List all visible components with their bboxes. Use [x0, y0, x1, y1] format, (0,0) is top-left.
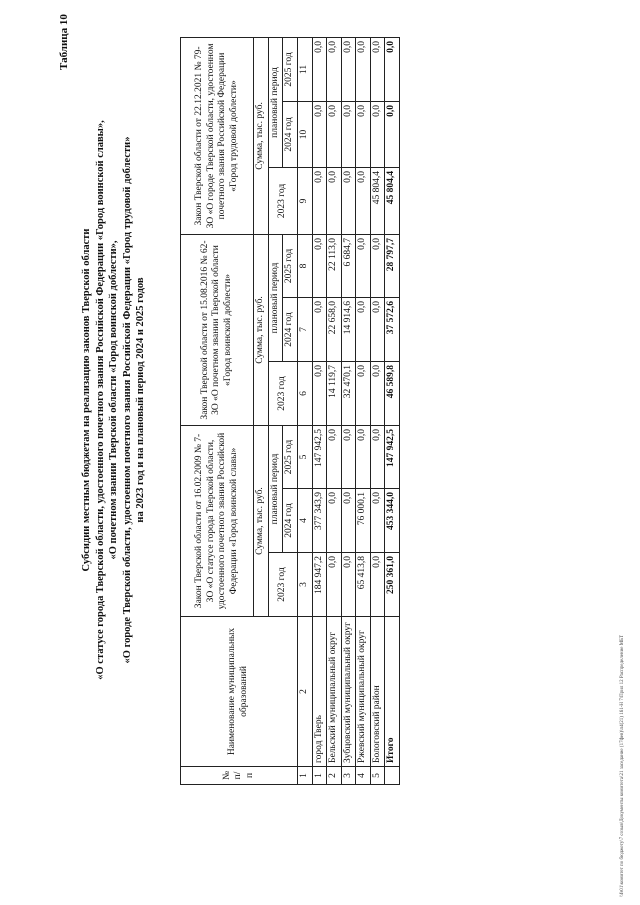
row-value: 0,0: [327, 101, 342, 167]
row-value: 377 343,9: [312, 489, 327, 553]
row-value: 0,0: [327, 553, 342, 617]
table-row: [312, 37, 327, 784]
subsidies-table: [180, 37, 400, 785]
col-index: 5: [297, 426, 312, 489]
row-value: 0,0: [356, 234, 371, 297]
header-2023: 2023 год: [268, 362, 297, 426]
title-line: «О почетном звании Тверской области «Город воинской доблести»,: [108, 240, 119, 560]
row-num: 5: [370, 767, 385, 785]
row-value: 0,0: [327, 426, 342, 489]
row-name: Ржевский муниципальный округ: [356, 617, 371, 767]
header-2024: 2024 год: [283, 489, 298, 553]
row-value: 0,0: [312, 167, 327, 234]
total-value: 250 361,0: [385, 553, 400, 617]
row-num: 2: [327, 767, 342, 785]
header-2023: 2023 год: [268, 167, 297, 234]
col-index: 9: [297, 167, 312, 234]
total-value: 46 589,8: [385, 362, 400, 426]
title-line: «О статусе города Тверской области, удостоенного почетного звания Российской Федерации «Город воинской славы»,: [94, 120, 106, 680]
total-value: 0,0: [385, 101, 400, 167]
row-num: 4: [356, 767, 371, 785]
row-value: 0,0: [370, 298, 385, 362]
col-index: 6: [297, 362, 312, 426]
row-value: 0,0: [327, 37, 342, 101]
row-value: 0,0: [356, 101, 371, 167]
header-2025: 2025 год: [283, 426, 298, 489]
row-name: Бельский муниципальный округ: [327, 617, 342, 767]
header-2024: 2024 год: [283, 298, 298, 362]
row-value: 0,0: [341, 426, 356, 489]
row-value: 0,0: [327, 167, 342, 234]
total-value: 28 797,7: [385, 234, 400, 297]
table-row: [327, 37, 342, 784]
row-value: 147 942,5: [312, 426, 327, 489]
header-name: Наименование муниципальных образований: [181, 617, 298, 767]
row-value: 0,0: [327, 489, 342, 553]
row-value: 0,0: [370, 234, 385, 297]
table-row: [370, 37, 385, 784]
header-2025: 2025 год: [283, 234, 298, 297]
row-name: Бологовский район: [370, 617, 385, 767]
total-value: 37 572,6: [385, 298, 400, 362]
col-index: 7: [297, 298, 312, 362]
row-name: город Тверь: [312, 617, 327, 767]
row-value: 0,0: [356, 298, 371, 362]
table-row: [341, 37, 356, 784]
total-value: 45 804,4: [385, 167, 400, 234]
row-value: 0,0: [356, 167, 371, 234]
row-value: 0,0: [312, 362, 327, 426]
row-value: 0,0: [341, 489, 356, 553]
row-value: 0,0: [312, 298, 327, 362]
column-index-row: [297, 37, 312, 784]
row-name: Зубцовский муниципальный округ: [341, 617, 356, 767]
row-value: 0,0: [370, 426, 385, 489]
row-value: 0,0: [370, 553, 385, 617]
header-law3: Закон Тверской области от 22.12.2021 № 79-ЗО «О городе Тверской области, удостоенном почетного звания Российской Федерации «Город трудовой доблести»: [181, 37, 254, 234]
total-value: 147 942,5: [385, 426, 400, 489]
row-value: 14 914,6: [341, 298, 356, 362]
row-value: 0,0: [370, 37, 385, 101]
header-2024: 2024 год: [283, 101, 298, 167]
row-value: 0,0: [370, 101, 385, 167]
header-planned: плановый период: [268, 426, 283, 553]
header-sum: Сумма, тыс. руб.: [254, 234, 269, 425]
col-index: 10: [297, 101, 312, 167]
total-row: [385, 37, 400, 784]
header-planned: плановый период: [268, 37, 283, 167]
row-value: 0,0: [370, 489, 385, 553]
col-index: 8: [297, 234, 312, 297]
header-num: № п/п: [181, 767, 298, 785]
row-value: 0,0: [312, 101, 327, 167]
total-value: 453 344,0: [385, 489, 400, 553]
row-value: 22 658,0: [327, 298, 342, 362]
row-value: 65 413,8: [356, 553, 371, 617]
row-value: 0,0: [370, 362, 385, 426]
header-planned: плановый период: [268, 234, 283, 361]
document-title: [80, 40, 148, 760]
row-value: 32 470,1: [341, 362, 356, 426]
row-value: 0,0: [312, 234, 327, 297]
row-value: 0,0: [356, 426, 371, 489]
table-row: [356, 37, 371, 784]
row-value: 184 947,2: [312, 553, 327, 617]
title-line: на 2023 год и на плановый период 2024 и 2025 годов: [135, 277, 146, 523]
col-index: 1: [297, 767, 312, 785]
row-value: 0,0: [341, 101, 356, 167]
total-label: Итого: [385, 617, 400, 767]
row-value: 0,0: [356, 362, 371, 426]
total-num: [385, 767, 400, 785]
title-line: Субсидии местным бюджетам на реализацию законов Тверской области: [81, 228, 92, 572]
table-body: [297, 37, 399, 784]
header-2025: 2025 год: [283, 37, 298, 101]
col-index: 11: [297, 37, 312, 101]
header-sum: Сумма, тыс. руб.: [254, 37, 269, 234]
row-value: 22 113,0: [327, 234, 342, 297]
title-line: «О городе Тверской области, удостоенном почетного звания Российской Федерации «Город трудовой доблести»: [121, 136, 133, 664]
header-2023: 2023 год: [268, 553, 297, 617]
col-index: 3: [297, 553, 312, 617]
row-value: 0,0: [356, 37, 371, 101]
table-number: Таблица 10: [58, 14, 70, 70]
col-index: 2: [297, 617, 312, 767]
row-num: 3: [341, 767, 356, 785]
header-law1: Закон Тверской области от 16.02.2009 № 7-ЗО «О статусе города Тверской области, удостоенного почетного звания Российской Федерации «Город воинской славы»: [181, 426, 254, 617]
row-value: 0,0: [312, 37, 327, 101]
row-value: 76 000,1: [356, 489, 371, 553]
row-value: 0,0: [341, 553, 356, 617]
file-path-footer: \\fs01\комитет по бюджету\7 созыв\Документы комитета\21 заседание (17фев)\п4(21) 161-Н 7\Прил 12 Распределение МБТ: [620, 634, 625, 897]
header-sum: Сумма, тыс. руб.: [254, 426, 269, 617]
header-law2: Закон Тверской области от 15.08.2016 № 62-ЗО «О почетном звании Тверской области «Город воинской доблести»: [181, 234, 254, 425]
row-value: 6 684,7: [341, 234, 356, 297]
row-value: 0,0: [341, 37, 356, 101]
row-value: 45 804,4: [370, 167, 385, 234]
col-index: 4: [297, 489, 312, 553]
row-value: 0,0: [341, 167, 356, 234]
total-value: 0,0: [385, 37, 400, 101]
row-num: 1: [312, 767, 327, 785]
row-value: 14 119,7: [327, 362, 342, 426]
